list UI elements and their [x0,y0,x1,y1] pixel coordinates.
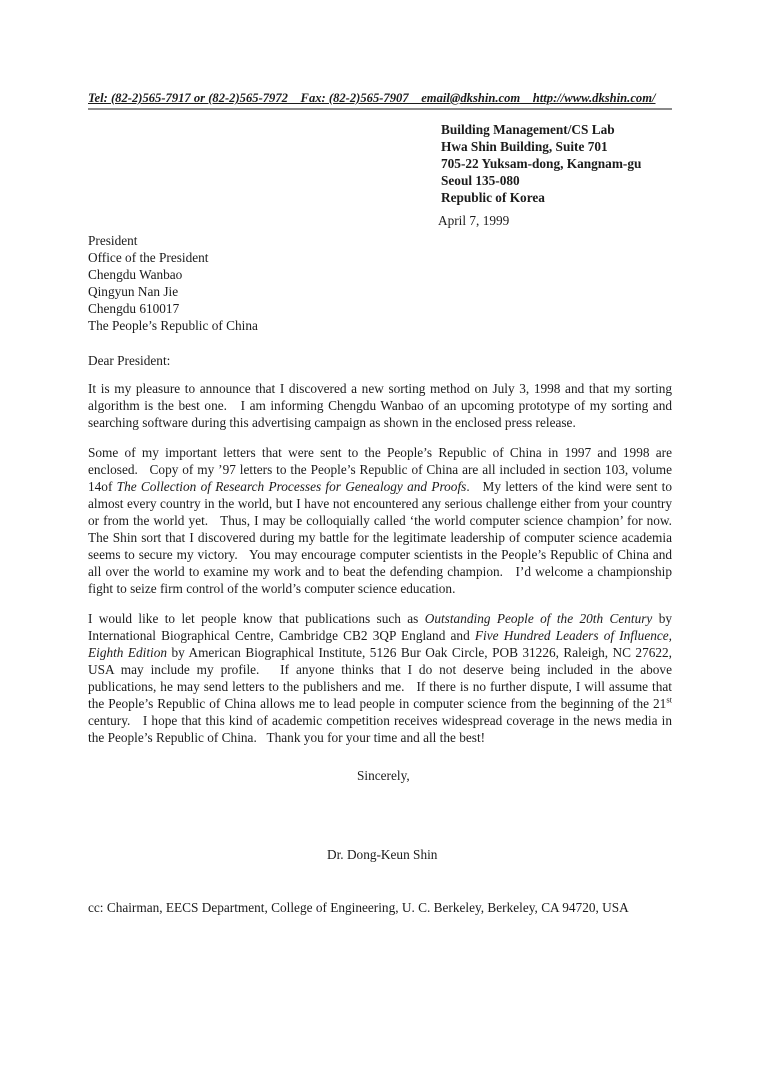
letter-body [88,380,682,746]
date-line: April 7, 1999 [438,213,510,228]
italic-text-run: The Collection of Research Processes for Genealogy and Proofs [116,479,467,494]
sender-address-line: Hwa Shin Building, Suite 701 [441,139,608,154]
sender-address-line: 705-22 Yuksam-dong, Kangnam-gu [441,156,642,171]
recipient-address-line: Office of the President [88,250,209,265]
sender-address-block [441,121,672,206]
recipient-address-line: President [88,233,138,248]
text-run: . My letters of the kind were sent to almost every country in the world, but I have not encountered any serious challenge either from your country or from the world yet. Thus, I may be colloquially called ‘the world computer science champion’ for now. The Shin sort that I discovered during my battle for the legitimate leadership of computer science academia seems to secure my victory. You may encourage computer scientists in the People’s Republic of China and all over the world to examine my work and to beat the defending champion. I’d welcome a championship fight to seize firm control of the world’s computer science education. [88,479,682,596]
salutation: Dear President: [88,353,171,368]
recipient-address-line: Qingyun Nan Jie [88,284,179,299]
text-run: Some of my important letters that were sent to the People’s Republic of China in 1997 and 1998 are enclosed. Copy of my ’97 letters to the People’s Republic of China are all included in section 103, volume 14of [88,445,676,494]
cc-line: cc: Chairman, EECS Department, College of Engineering, U. C. Berkeley, Berkeley, CA 94720, USA [88,900,629,915]
body-paragraph [88,380,676,431]
recipient-address-block [88,232,672,334]
text-run: by International Biographical Centre, Cambridge CB2 3QP England and [88,611,676,643]
body-paragraph [88,444,682,597]
letterhead-contact-line: Tel: (82-2)565-7917 or (82-2)565-7972 Fax: (82-2)565-7907 email@dkshin.com http://www.dkshin.com/ [88,91,656,105]
text-run: by American Biographical Institute, 5126 Bur Oak Circle, POB 31226, Raleigh, NC 27622, USA may include my profile. If anyone thinks that I do not deserve being included in the above publications, he may send letters to the publishers and me. If there is no further dispute, I will assume that the People’s Republic of China allows me to lead people in computer science from the beginning of the 21 [88,645,676,711]
superscript-text-run: st [666,694,672,705]
recipient-address-line: Chengdu 610017 [88,301,180,316]
text-run: century. I hope that this kind of academic competition receives widespread coverage in the news media in the People’s Republic of China. Thank you for your time and all the best! [88,696,676,745]
sender-address-line: Republic of Korea [441,190,545,205]
letterhead-rule [88,90,672,110]
text-run: It is my pleasure to announce that I discovered a new sorting method on July 3, 1998 and that my sorting algorithm is the best one. I am informing Chengdu Wanbao of an upcoming prototype of my sorting and searching software during this advertising campaign as shown in the enclosed press release. [88,381,676,430]
text-run: I would like to let people know that publications such as [88,611,425,626]
signature-name: Dr. Dong-Keun Shin [327,847,438,862]
valediction: Sincerely, [357,768,410,783]
recipient-address-line: The People’s Republic of China [88,318,258,333]
recipient-address-line: Chengdu Wanbao [88,267,183,282]
sender-address-line: Building Management/CS Lab [441,122,615,137]
body-paragraph [88,610,676,746]
italic-text-run: Five Hundred Leaders of Influence, Eighth Edition [88,628,676,660]
sender-address-line: Seoul 135-080 [441,173,520,188]
italic-text-run: Outstanding People of the 20th Century [424,611,653,626]
